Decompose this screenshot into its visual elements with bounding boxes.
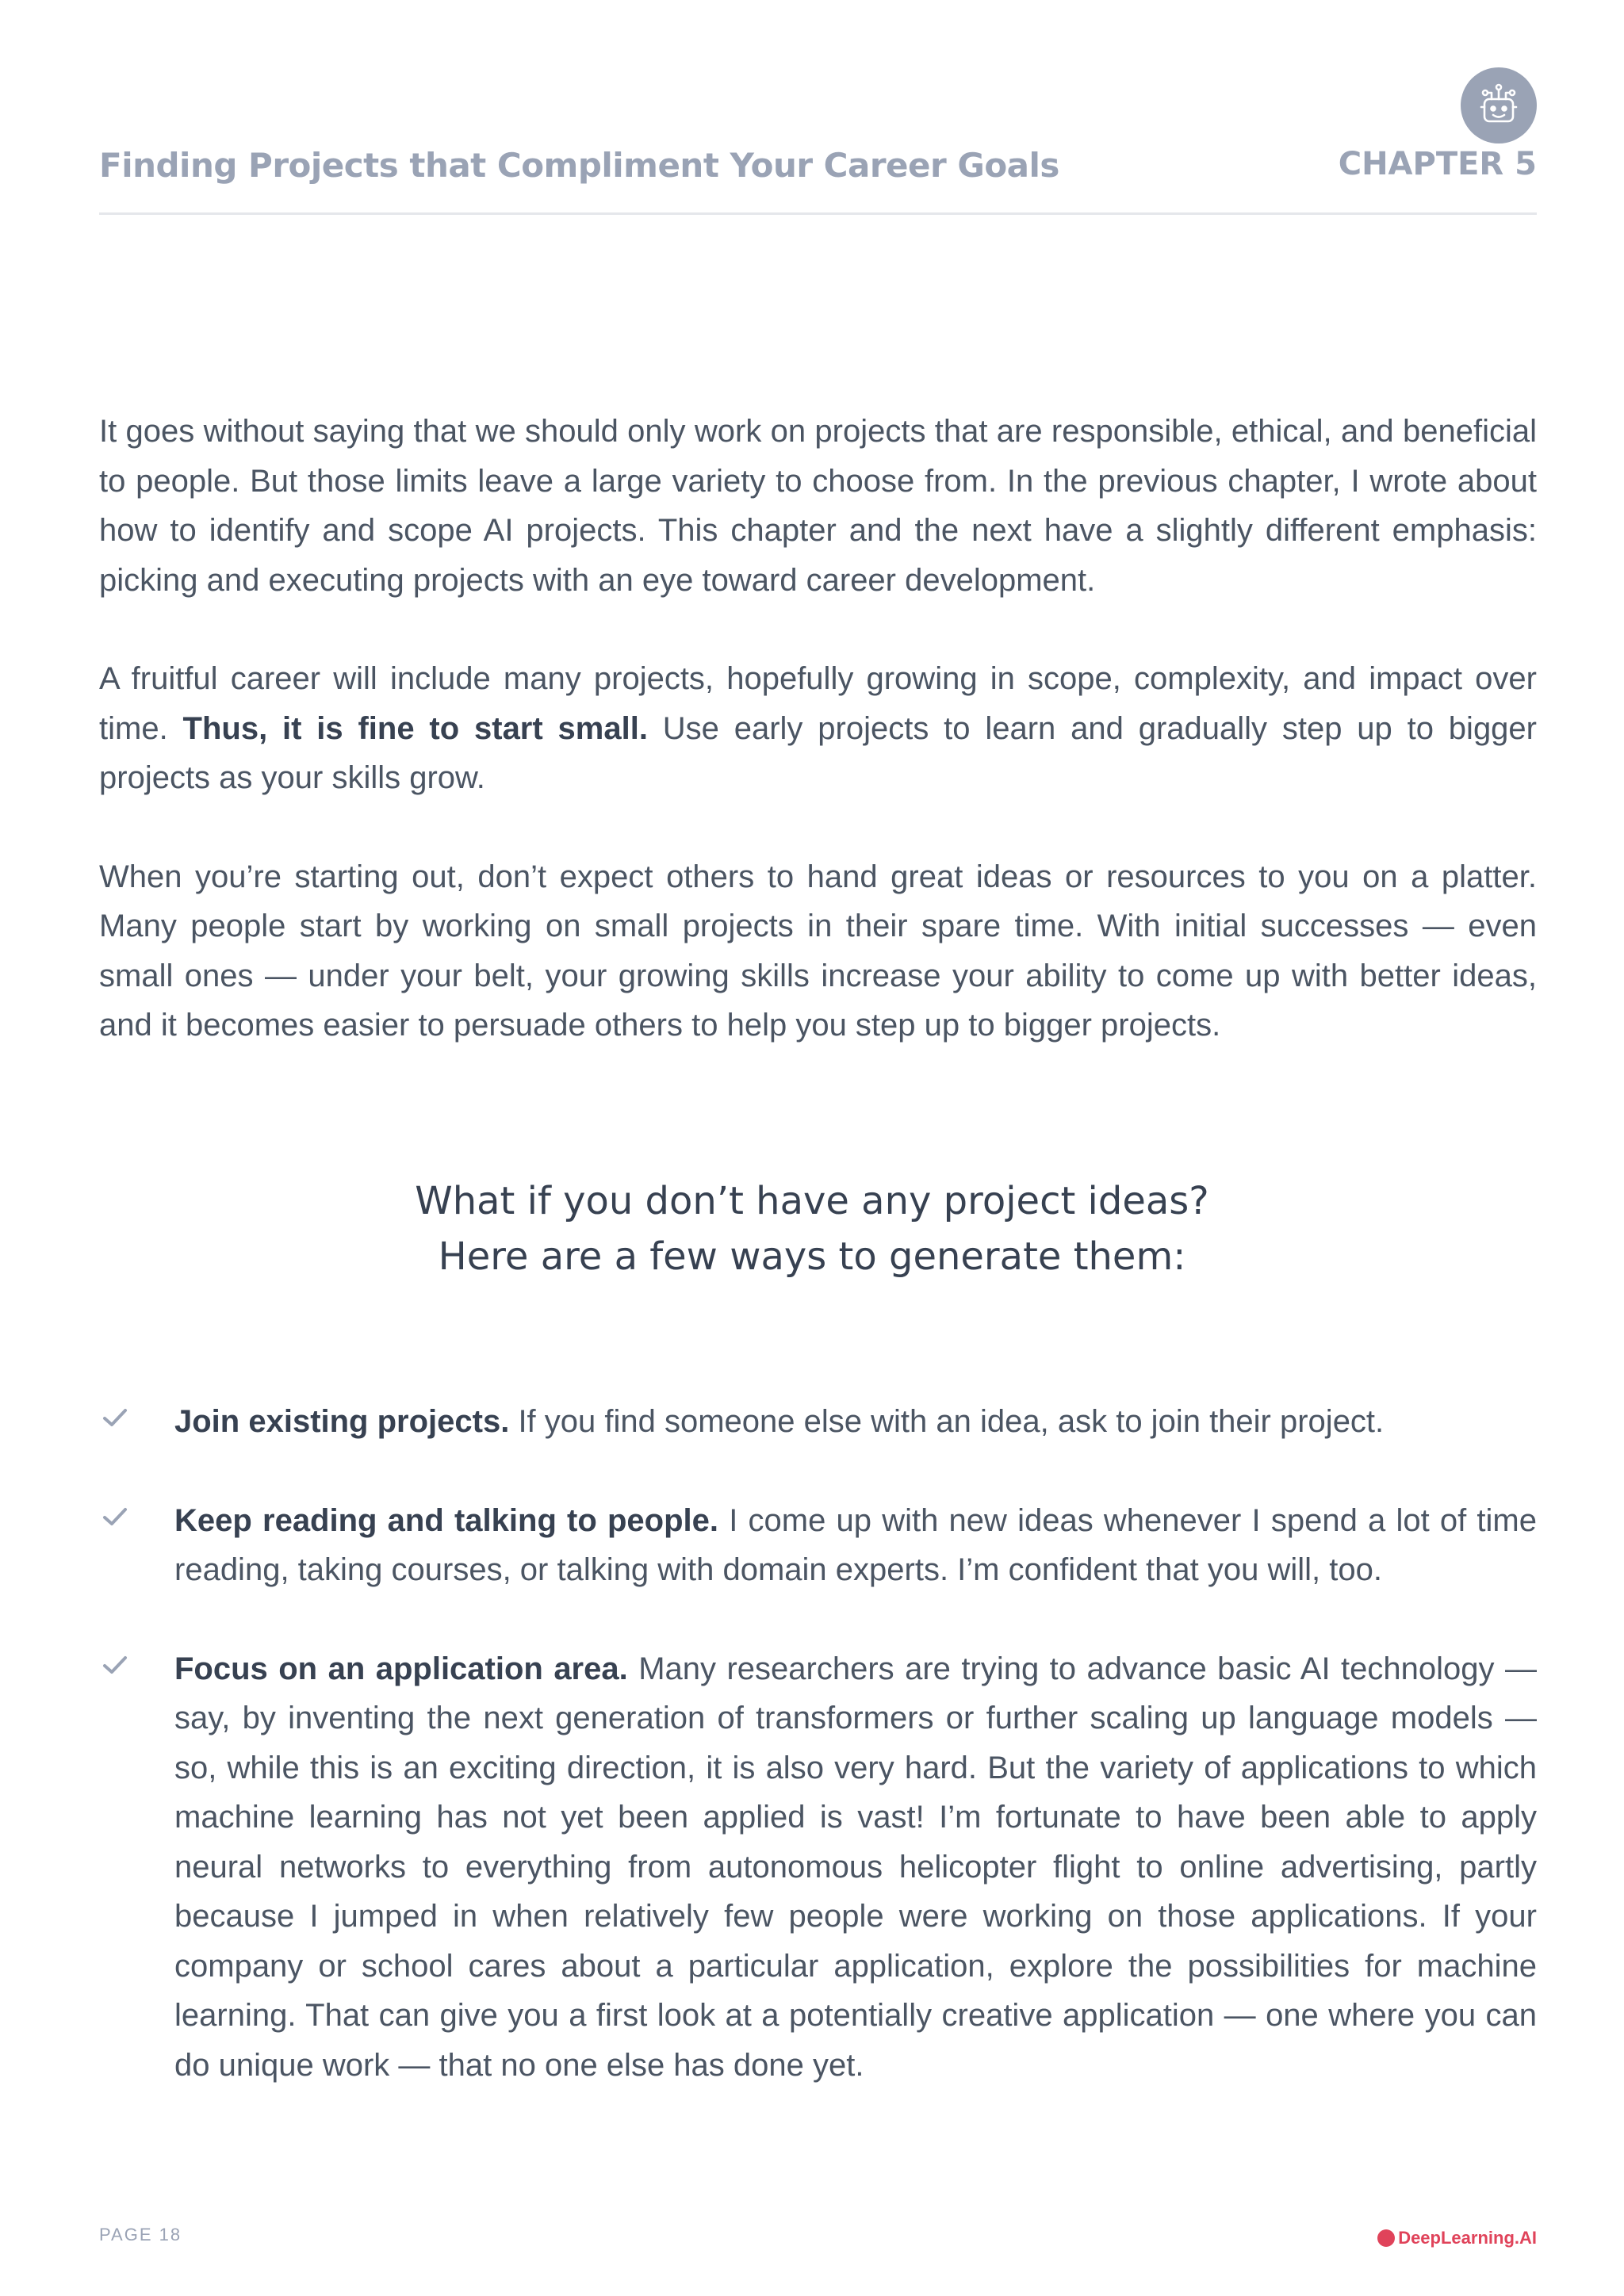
checkmark-icon (101, 1502, 129, 1531)
page-number: PAGE 18 (99, 2225, 182, 2244)
list-item-title: Join existing projects. (174, 1404, 510, 1439)
chapter-label: CHAPTER 5 (1338, 146, 1537, 182)
brand-name: DeepLearning.AI (1398, 2228, 1537, 2248)
checkmark-icon (101, 1403, 129, 1432)
list-item-text: I come up with new ideas whenever I spend a lot of time reading, taking courses, or talking with domain experts. I’m confident that you will, too. (174, 1502, 1537, 1587)
list-item-text: If you find someone else with an idea, ask to join their project. (509, 1404, 1385, 1439)
list-item (99, 1644, 1537, 2091)
emphasis: Thus, it is fine to start small. (182, 710, 648, 746)
list-item (99, 1397, 1537, 1447)
section-heading-line: Here are a few ways to generate them: (438, 1234, 1186, 1279)
section-heading (0, 1173, 1624, 1284)
deeplearning-logo-icon (1377, 2229, 1395, 2247)
page-header (99, 48, 1537, 215)
body-content (99, 407, 1537, 1100)
idea-list (99, 1397, 1537, 2139)
list-item (99, 1496, 1537, 1595)
checkmark-icon (101, 1651, 129, 1679)
page-header-title: Finding Projects that Compliment Your Career Goals (99, 146, 1059, 185)
paragraph: When you’re starting out, don’t expect others to hand great ideas or resources to you on a platter. Many people start by working on small projects in their spare time. With initial successes — even small ones — under your belt, your growing skills increase your ability to come up with better ideas, and it becomes easier to persuade others to help you step up to bigger projects. (99, 859, 1537, 1043)
list-item-text: Many researchers are trying to advance basic AI technology — say, by inventing the next generation of transformers or further scaling up language models — so, while this is an exciting direction, it is also very hard. But the variety of applications to which machine learning has not yet been applied is vast! I’m fortunate to have been able to apply neural networks to everything from autonomous helicopter flight to online advertising, partly because I jumped in when relatively few people were working on those applications. If your company or school cares about a particular application, explore the possibilities for machine learning. That can give you a first look at a potentially creative application — one where you can do unique work — that no one else has done yet. (174, 1651, 1537, 2083)
brand-logo (1377, 2228, 1537, 2248)
list-item-title: Keep reading and talking to people. (174, 1502, 719, 1538)
section-heading-line: What if you don’t have any project ideas? (415, 1179, 1209, 1223)
list-item-title: Focus on an application area. (174, 1651, 628, 1686)
robot-icon (1461, 67, 1537, 144)
paragraph: A fruitful career will include many projects, hopefully growing in scope, complexity, and impact over time. Thus, it is fine to start small. Use early projects to learn and gradually step up to bigger projects as your skills grow. (99, 661, 1537, 795)
paragraph: It goes without saying that we should only work on projects that are responsible, ethical, and beneficial to people. But those limits leave a large variety to choose from. In the previous chapter, I wrote about how to identify and scope AI projects. This chapter and the next have a slightly different emphasis: picking and executing projects with an eye toward career development. (99, 414, 1537, 598)
